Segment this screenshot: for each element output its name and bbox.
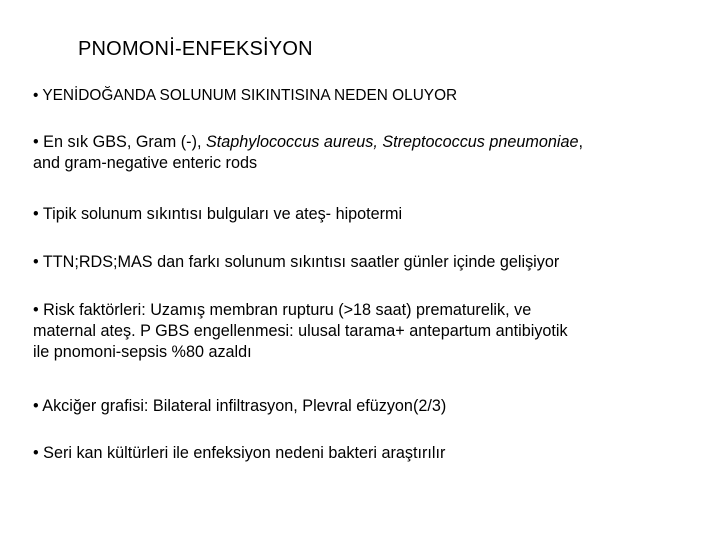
bullet-text-suffix: , — [578, 133, 584, 151]
bullet-item — [33, 85, 457, 106]
bullet-text-prefix: • En sık GBS, Gram (-), — [33, 133, 206, 151]
bullet-item — [33, 396, 446, 417]
bullet-item — [33, 132, 583, 174]
slide-title: PNOMONİ-ENFEKSİYON — [78, 38, 313, 60]
bullet-text: • Tipik solunum sıkıntısı bulguları ve ateş- hipotermi — [33, 205, 403, 223]
bullet-text: • TTN;RDS;MAS dan farkı solunum sıkıntısı saatler günler içinde gelişiyor — [33, 253, 560, 271]
bullet-item — [33, 300, 568, 363]
bullet-item — [33, 443, 445, 464]
bullet-text: • Akciğer grafisi: Bilateral infiltrasyon, Plevral efüzyon(2/3) — [33, 397, 447, 415]
bullet-text-line1: • Risk faktörleri: Uzamış membran rupturu (>18 saat) prematurelik, ve — [33, 301, 532, 319]
bullet-text: • Seri kan kültürleri ile enfeksiyon nedeni bakteri araştırılır — [33, 444, 446, 462]
bullet-item — [33, 252, 559, 273]
bullet-text-italic: Staphylococcus aureus, Streptococcus pneumoniae — [205, 133, 579, 151]
bullet-text-line3: ile pnomoni-sepsis %80 azaldı — [33, 343, 252, 361]
bullet-item — [33, 204, 402, 225]
bullet-text-line2: maternal ateş. P GBS engellenmesi: ulusal tarama+ antepartum antibiyotik — [33, 322, 568, 340]
bullet-text-line2: and gram-negative enteric rods — [33, 154, 258, 172]
bullet-text: • YENİDOĞANDA SOLUNUM SIKINTISINA NEDEN OLUYOR — [33, 87, 458, 104]
